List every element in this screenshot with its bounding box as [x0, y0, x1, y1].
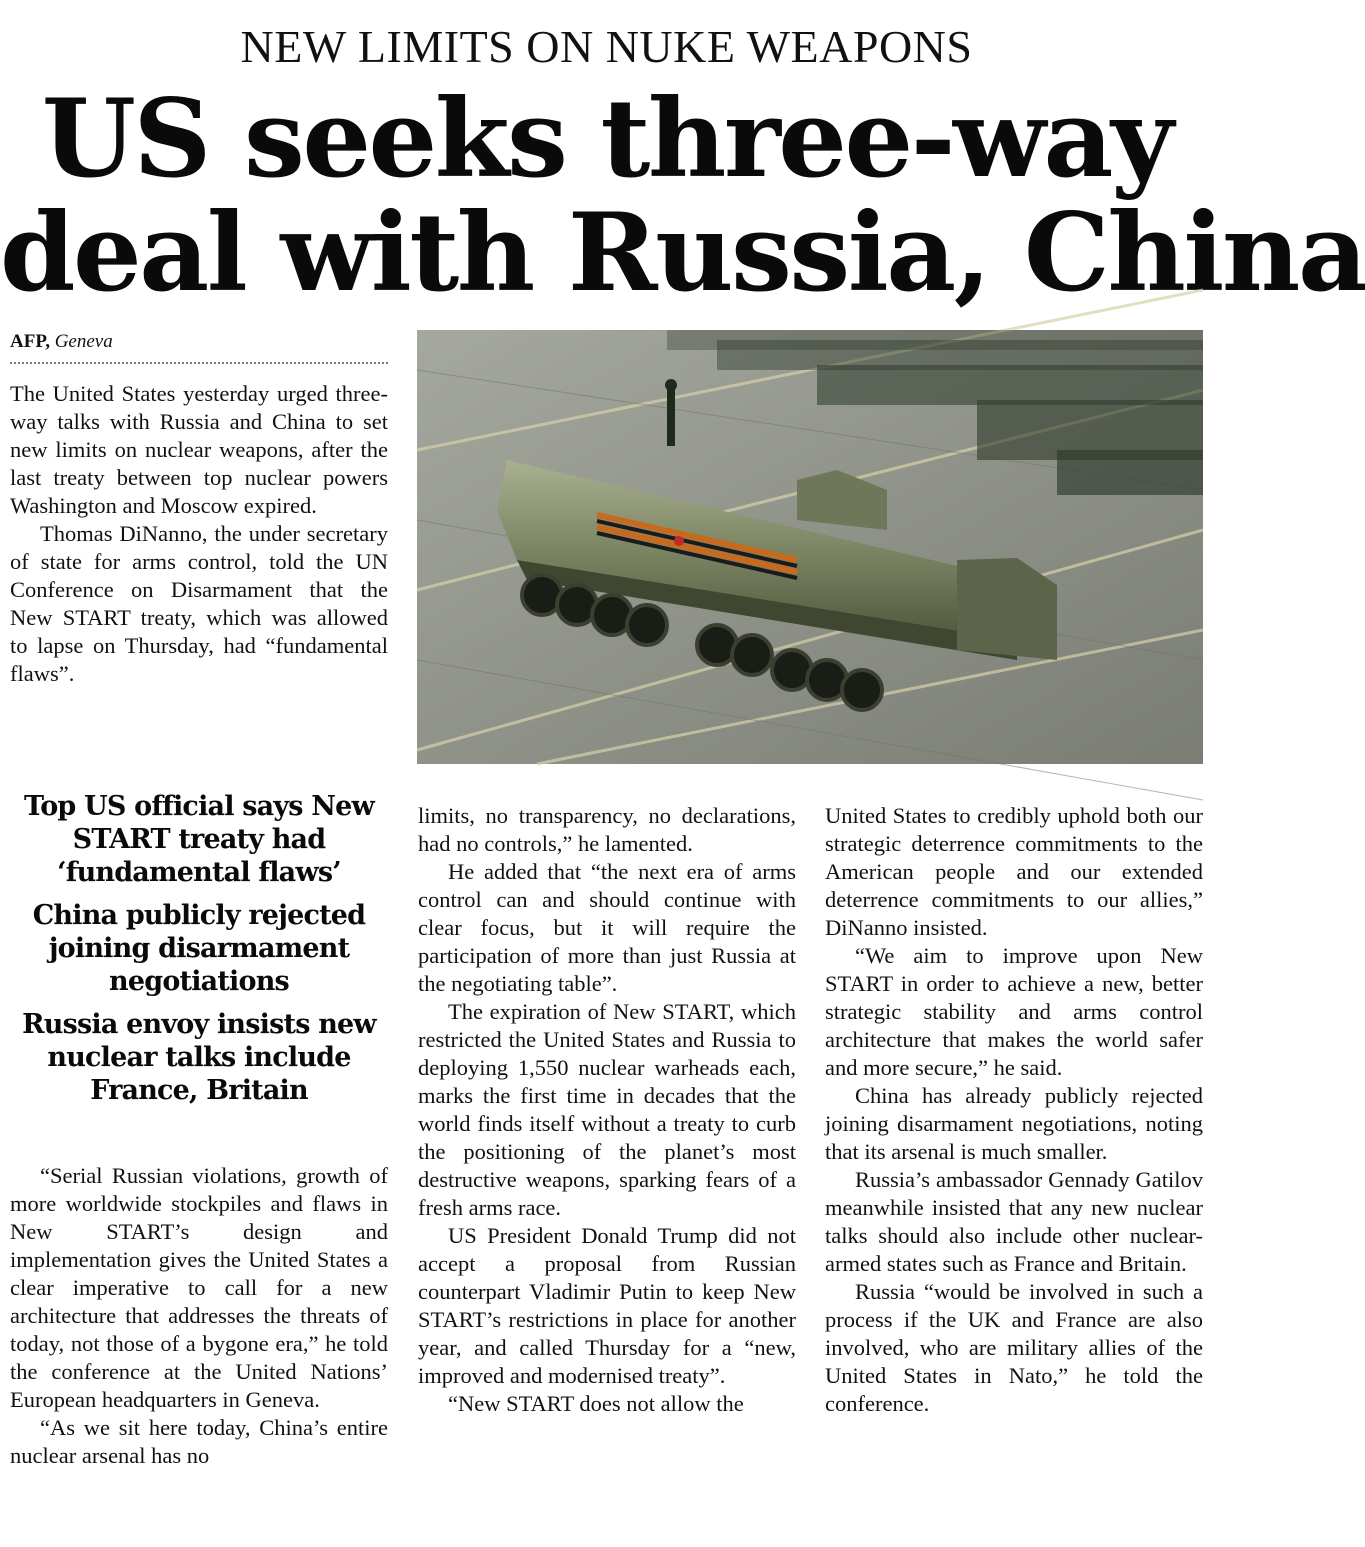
body-paragraph: “As we sit here today, China’s entire nuclear arsenal has no	[10, 1415, 388, 1468]
byline-agency: AFP,	[10, 331, 50, 352]
body-paragraph: limits, no transparency, no declarations, had no controls,” he lamented.	[418, 803, 796, 856]
deck-headlines	[10, 790, 388, 1117]
body-paragraph: “Serial Russian violations, growth of more worldwide stockpiles and flaws in New START’s design and implementation gives the United States a clear imperative to call for a new architecture that addresses the threats of today, not those of a bygone era,” he told the conference at the United Nations’ European headquarters in Geneva.	[10, 1163, 388, 1412]
body-paragraph: Russia’s ambassador Gennady Gatilov meanwhile insisted that any new nuclear talks should also include other nuclear-armed states such as France and Britain.	[825, 1167, 1203, 1276]
headline	[0, 76, 1365, 316]
headline-line-2: deal with Russia, China	[0, 190, 1365, 316]
news-photo	[417, 330, 1203, 764]
lead-paragraph: Thomas DiNanno, the under secretary of state for arms control, told the UN Conference on Disarmament that the New START treaty, which was allowed to lapse on Thursday, had “fundamental flaws”.	[10, 521, 388, 686]
deck-headline: China publicly rejected joining disarmament negotiations	[32, 900, 366, 997]
byline-place: Geneva	[54, 331, 113, 352]
column-middle	[418, 802, 796, 1418]
kicker: NEW LIMITS ON NUKE WEAPONS	[240, 21, 973, 72]
body-paragraph: “We aim to improve upon New START in order to achieve a new, better strategic stability and arms control architecture that makes the world safer and more secure,” he said.	[825, 943, 1203, 1080]
column-left	[10, 1162, 388, 1470]
body-paragraph: Russia “would be involved in such a process if the UK and France are also involved, who are military allies of the United States in Nato,” he told the conference.	[825, 1279, 1203, 1416]
column-right	[825, 802, 1203, 1418]
body-paragraph: The expiration of New START, which restricted the United States and Russia to deploying 1,550 nuclear warheads each, marks the first time in decades that the world finds itself without a treaty to curb the positioning of the planet’s most destructive weapons, sparking fears of a fresh arms race.	[418, 999, 796, 1220]
body-paragraph: He added that “the next era of arms control can and should continue with clear focus, but it will require the participation of more than just Russia at the negotiating table”.	[418, 859, 796, 996]
deck-headline: Russia envoy insists new nuclear talks include France, Britain	[22, 1009, 376, 1106]
lead-column	[10, 380, 388, 688]
body-paragraph: “New START does not allow the	[448, 1391, 744, 1416]
byline	[10, 330, 388, 364]
headline-line-1: US seeks three-way	[41, 76, 1172, 202]
lead-paragraph: The United States yesterday urged three-way talks with Russia and China to set new limits on nuclear weapons, after the last treaty between top nuclear powers Washington and Moscow expired.	[10, 381, 388, 518]
deck-headline: Top US official says New START treaty had ‘fundamental flaws’	[24, 791, 374, 888]
body-paragraph: United States to credibly uphold both our strategic deterrence commitments to the American people and our extended deterrence commitments to our allies,” DiNanno insisted.	[825, 803, 1203, 940]
body-paragraph: US President Donald Trump did not accept a proposal from Russian counterpart Vladimir Putin to keep New START’s restrictions in place for another year, and called Thursday for a “new, improved and modernised treaty”.	[418, 1223, 796, 1388]
missile-launcher-parade-photo	[417, 330, 1203, 764]
body-paragraph: China has already publicly rejected joining disarmament negotiations, noting that its arsenal is much smaller.	[825, 1083, 1203, 1164]
